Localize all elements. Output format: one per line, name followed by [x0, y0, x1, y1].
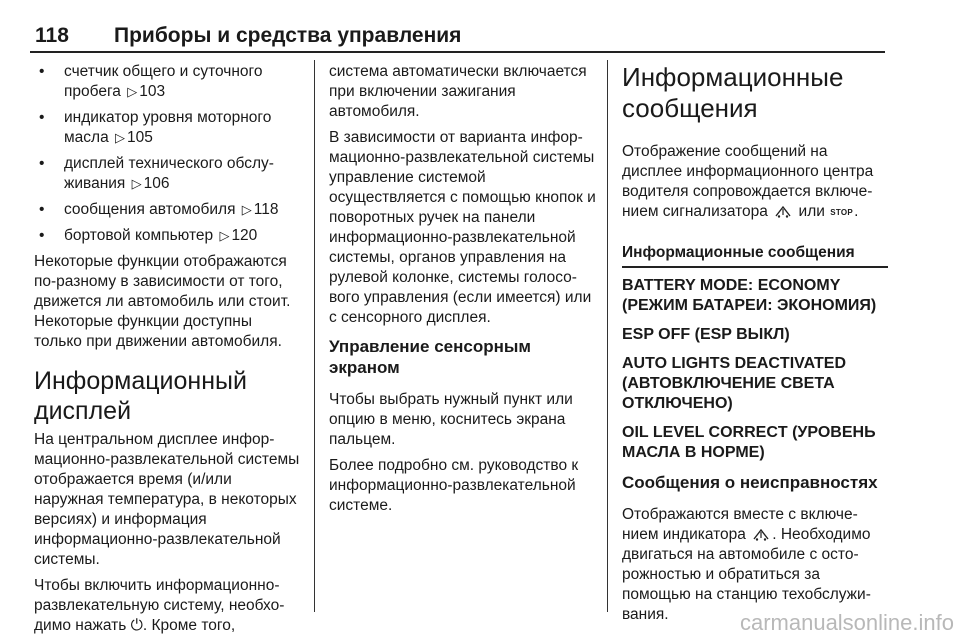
paragraph: Более подробно см. руководство к информационно-развлекательной системе.: [329, 457, 579, 514]
bullet-icon: •: [39, 63, 45, 80]
column-2: [329, 62, 599, 522]
running-title: Приборы и средства управления: [114, 24, 462, 47]
paragraph: Отображаются вместе с включением индикатора . Необходимо двигаться на автомобиле с осторожностью и обратиться за помощью на станцию техобслуживания.: [622, 506, 871, 623]
header-rule: [30, 51, 885, 53]
column-3: [622, 62, 888, 631]
bullet-icon: •: [39, 109, 45, 126]
page-ref-arrow-icon: ▷: [127, 84, 138, 99]
list-item: • индикатор уровня моторного масла ▷ 105: [39, 109, 272, 146]
page-number: 118: [35, 24, 69, 47]
paragraph: На центральном дисплее информационно-развлекательной системы отображается время (и/или наружная температура, в некоторых версиях) и информация информационно-развлекательной системы.: [34, 431, 300, 568]
bullet-icon: •: [39, 227, 45, 244]
bullet-icon: •: [39, 155, 45, 172]
paragraph: В зависимости от варианта информационно-развлекательной системы управление системой осуществляется с помощью кнопок и поворотных ручек на панели информационно-развлекательной системы, органов управления на рулевой колонке, системы голосового управления (если имеется) или с сенсорного дисплея.: [329, 129, 596, 326]
page-ref-arrow-icon: ▷: [241, 202, 252, 217]
bullet-icon: •: [39, 201, 45, 218]
section-heading: Информационные сообщения: [622, 62, 844, 123]
paragraph: система автоматически включается при включении зажигания автомобиля.: [329, 63, 587, 120]
list-item: • дисплей технического обслуживания ▷ 106: [39, 155, 274, 192]
section-heading: Информационный дисплей: [34, 367, 247, 425]
stop-icon: STOP: [830, 208, 854, 217]
paragraph: Чтобы выбрать нужный пункт или опцию в меню, коснитесь экрана пальцем.: [329, 391, 573, 448]
list-item: • счетчик общего и суточного пробега ▷ 103: [39, 63, 263, 100]
page-ref-link[interactable]: 106: [143, 175, 170, 192]
page-ref-link[interactable]: 103: [139, 83, 166, 100]
watermark: carmanualsonline.info: [739, 610, 954, 635]
column-divider-1: [314, 60, 315, 612]
page-ref-arrow-icon: ▷: [115, 130, 126, 145]
message-item: AUTO LIGHTS DEACTIVATED (АВТОВКЛЮЧЕНИЕ СВЕТА ОТКЛЮЧЕНО): [622, 355, 846, 412]
page-ref-arrow-icon: ▷: [219, 228, 230, 243]
wrench-car-warning-icon: [774, 204, 792, 219]
paragraph: Чтобы включить информационно-развлекательную систему, необходимо нажать ⏻. Кроме того,: [34, 577, 285, 634]
column-divider-2: [607, 60, 608, 612]
page-ref-link[interactable]: 120: [231, 227, 258, 244]
list-item: • сообщения автомобиля ▷ 118: [39, 201, 279, 218]
paragraph: Некоторые функции отображаются по-разному в зависимости от того, движется ли автомобиль или стоит. Некоторые функции доступны только при движении автомобиля.: [34, 253, 291, 350]
message-item: BATTERY MODE: ECONOMY (РЕЖИМ БАТАРЕИ: ЭКОНОМИЯ): [622, 277, 877, 314]
subsection-heading: Информационные сообщения: [622, 243, 888, 268]
message-item: OIL LEVEL CORRECT (УРОВЕНЬ МАСЛА В НОРМЕ): [622, 424, 876, 461]
section-heading: Сообщения о неисправностях: [622, 473, 878, 492]
page-ref-link[interactable]: 105: [127, 129, 153, 146]
column-1: [34, 62, 304, 642]
section-heading: Управление сенсорным экраном: [329, 337, 531, 377]
page-header: [30, 18, 885, 54]
page-ref-arrow-icon: ▷: [131, 176, 142, 191]
wrench-car-warning-icon: [752, 527, 770, 542]
paragraph: Отображение сообщений на дисплее информационного центра водителя сопровождается включением сигнализатора или STOP.: [622, 142, 888, 223]
message-item: ESP OFF (ESP ВЫКЛ): [622, 326, 790, 343]
page-ref-link[interactable]: 118: [253, 201, 279, 218]
power-button-icon: ⏻: [130, 617, 143, 634]
feature-list: [34, 62, 304, 246]
list-item: • бортовой компьютер ▷ 120: [39, 227, 258, 244]
